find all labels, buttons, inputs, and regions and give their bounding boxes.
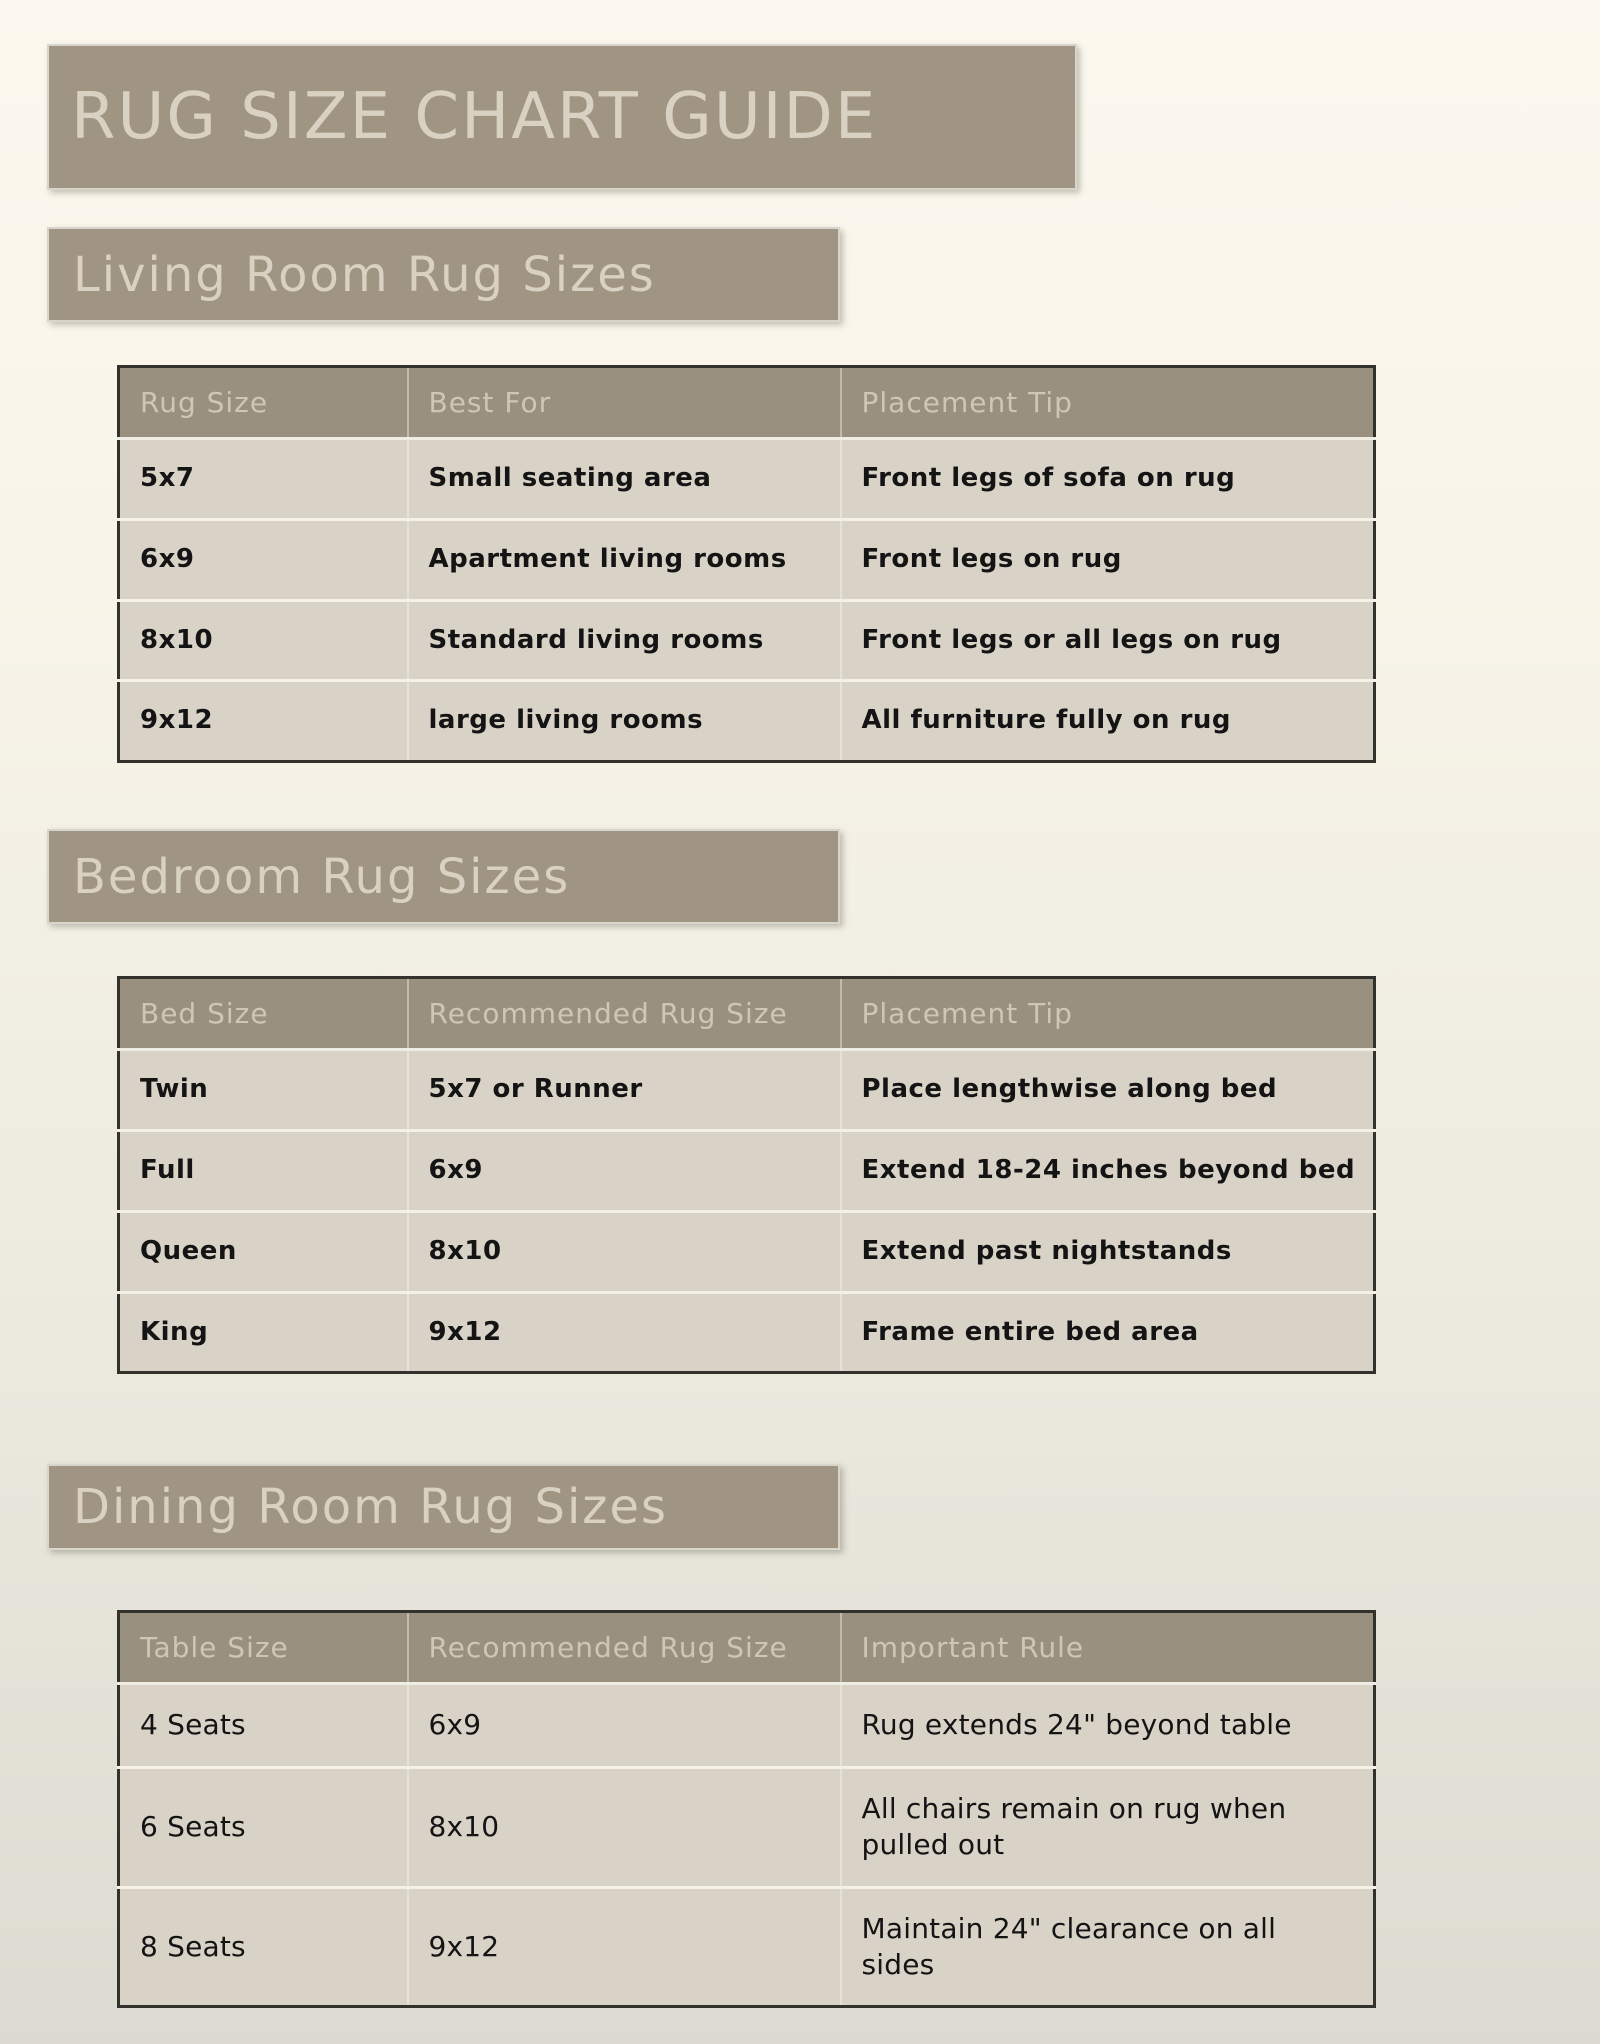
table-row bbox=[119, 600, 1375, 681]
section-heading-dining-room bbox=[47, 1464, 840, 1550]
table-cell: Extend 18-24 inches beyond bed bbox=[841, 1130, 1375, 1211]
table-cell: Queen bbox=[119, 1211, 408, 1292]
table-cell: Front legs or all legs on rug bbox=[841, 600, 1375, 681]
table-cell: Full bbox=[119, 1130, 408, 1211]
table-cell: 4 Seats bbox=[119, 1684, 408, 1767]
table-header-row bbox=[119, 1612, 1375, 1684]
column-header-recommended-rug-size: Recommended Rug Size bbox=[408, 978, 841, 1050]
table-cell: Maintain 24" clearance on all sides bbox=[841, 1887, 1375, 2007]
rug-size-guide-page bbox=[0, 44, 1600, 2008]
dining-room-rug-table bbox=[117, 1610, 1376, 2008]
table-row bbox=[119, 519, 1375, 600]
table-header-row bbox=[119, 367, 1375, 439]
table-cell: 8x10 bbox=[408, 1767, 841, 1887]
table-cell: All furniture fully on rug bbox=[841, 681, 1375, 762]
table-row bbox=[119, 1887, 1375, 2007]
section-heading-living-room bbox=[47, 227, 840, 322]
bedroom-rug-table bbox=[117, 976, 1376, 1374]
table-header-row bbox=[119, 978, 1375, 1050]
table-cell: Apartment living rooms bbox=[408, 519, 841, 600]
table-cell: Rug extends 24" beyond table bbox=[861, 1708, 1292, 1742]
table-header bbox=[119, 367, 1375, 439]
column-header-table-size: Table Size bbox=[119, 1612, 408, 1684]
section-heading-bedroom bbox=[47, 829, 840, 924]
table-cell: Place lengthwise along bed bbox=[861, 1074, 1278, 1105]
table-row bbox=[119, 1130, 1375, 1211]
section-heading-label: Bedroom Rug Sizes bbox=[73, 848, 571, 905]
table-cell: 8x10 bbox=[408, 1211, 841, 1292]
table-cell: 6x9 bbox=[408, 1130, 841, 1211]
page-title: RUG SIZE CHART GUIDE bbox=[71, 80, 878, 154]
table-cell: King bbox=[119, 1292, 408, 1373]
column-header-important-rule: Important Rule bbox=[841, 1612, 1375, 1684]
table-header bbox=[119, 978, 1375, 1050]
table-cell: Small seating area bbox=[408, 439, 841, 520]
table-cell: Twin bbox=[119, 1050, 408, 1131]
table-body bbox=[119, 439, 1375, 762]
table-cell: 6 Seats bbox=[119, 1767, 408, 1887]
living-room-rug-table bbox=[117, 365, 1376, 763]
column-header-bed-size: Bed Size bbox=[119, 978, 408, 1050]
table-cell: 5x7 bbox=[119, 439, 408, 520]
table-cell: Extend past nightstands bbox=[841, 1211, 1375, 1292]
table-row bbox=[119, 439, 1375, 520]
column-header-placement-tip: Placement Tip bbox=[841, 978, 1375, 1050]
table-row bbox=[119, 1292, 1375, 1373]
table-row bbox=[119, 1767, 1375, 1887]
table-cell: Front legs on rug bbox=[841, 519, 1375, 600]
table-cell: Frame entire bed area bbox=[841, 1292, 1375, 1373]
column-header-recommended-rug-size: Recommended Rug Size bbox=[408, 1612, 841, 1684]
page-title-banner bbox=[47, 44, 1077, 190]
table-cell: Standard living rooms bbox=[408, 600, 841, 681]
table-cell: 8x10 bbox=[119, 600, 408, 681]
table-cell: 6x9 bbox=[408, 1684, 841, 1767]
table-cell: 9x12 bbox=[408, 1292, 841, 1373]
table-cell: 5x7 or Runner bbox=[408, 1050, 841, 1131]
table-cell: Front legs of sofa on rug bbox=[861, 463, 1236, 493]
table-cell: large living rooms bbox=[408, 681, 841, 762]
table-row bbox=[119, 1684, 1375, 1767]
table-row bbox=[119, 681, 1375, 762]
column-header-placement-tip: Placement Tip bbox=[841, 367, 1375, 439]
table-header bbox=[119, 1612, 1375, 1684]
table-body bbox=[119, 1050, 1375, 1373]
table-cell: 9x12 bbox=[408, 1887, 841, 2007]
table-cell: 6x9 bbox=[119, 519, 408, 600]
column-header-best-for: Best For bbox=[408, 367, 841, 439]
column-header-rug-size: Rug Size bbox=[119, 367, 408, 439]
table-cell: 9x12 bbox=[119, 681, 408, 762]
table-row bbox=[119, 1050, 1375, 1131]
table-body bbox=[119, 1684, 1375, 2007]
table-cell: All chairs remain on rug when pulled out bbox=[841, 1767, 1375, 1887]
table-cell: 8 Seats bbox=[119, 1887, 408, 2007]
table-row bbox=[119, 1211, 1375, 1292]
section-heading-label: Living Room Rug Sizes bbox=[73, 246, 656, 303]
section-heading-label: Dining Room Rug Sizes bbox=[73, 1479, 669, 1536]
